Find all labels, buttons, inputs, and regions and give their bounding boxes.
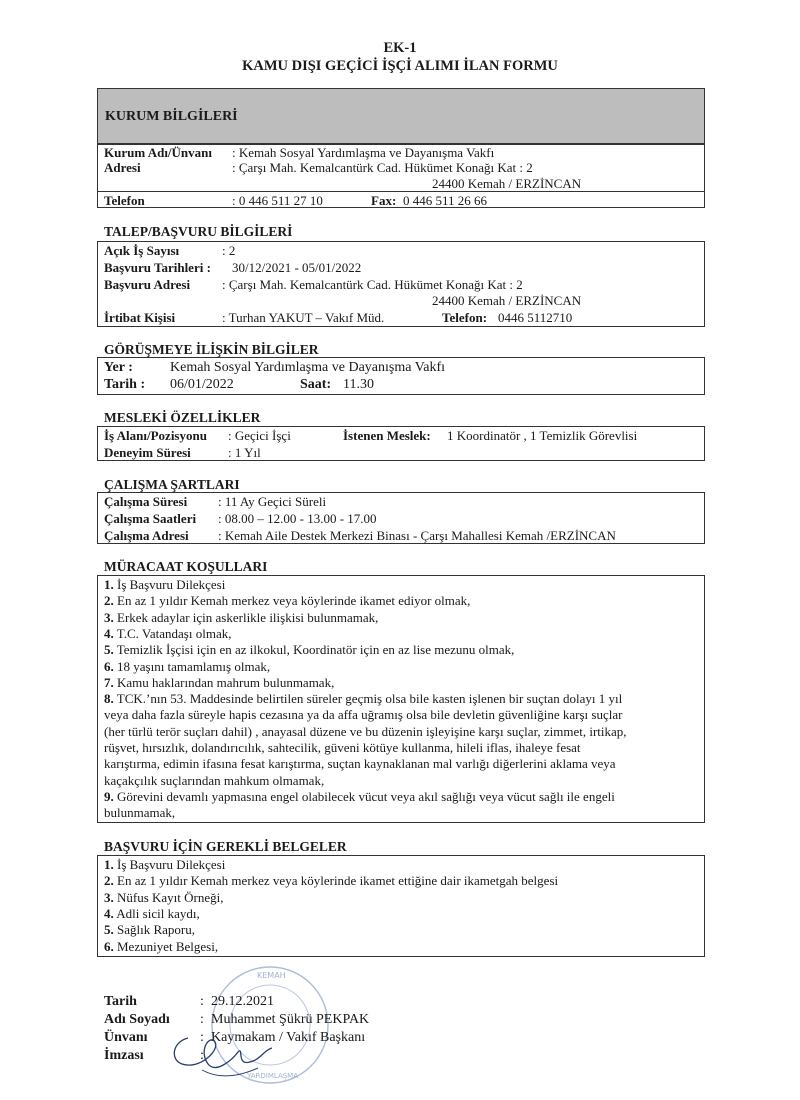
talep-irtibat-value: : Turhan YAKUT – Vakıf Müd. [222,310,385,325]
mesleki-istenen-label: İstenen Meslek: [343,428,431,443]
list-item [104,857,225,873]
list-item [104,724,627,740]
item-text: TCK.’nın 53. Maddesinde belirtilen süreler geçmiş olsa bile kasten işlenen bir suçtan dolayı 1 yıl [116,691,623,707]
calisma-heading: ÇALIŞMA ŞARTLARI [104,477,240,492]
item-number: 6. [104,658,114,674]
calisma-saat-value: : 08.00 – 12.00 - 13.00 - 17.00 [218,511,377,526]
imza-ad-label: Adı Soyadı [104,1012,170,1027]
list-item [104,906,200,922]
talep-telefon-label: Telefon: [442,310,488,325]
item-number: 5. [104,922,114,938]
gorusme-tarih-label: Tarih : [104,377,146,392]
item-number: 1. [104,857,114,872]
mesleki-alan-label: İş Alanı/Pozisyonu [104,428,207,443]
talep-irtibat-label: İrtibat Kişisi [104,310,176,325]
imza-tarih-label: Tarih [104,994,137,1009]
item-number: 7. [104,674,114,690]
item-number: 8. [104,691,114,707]
gorusme-yer-label: Yer : [104,360,133,375]
mesleki-heading: MESLEKİ ÖZELLİKLER [104,410,261,425]
kurum-heading: KURUM BİLGİLERİ [105,109,238,124]
item-text: rüşvet, hırsızlık, dolandırıcılık, sahtecilik, güveni kötüye kullanma, hileli iflas, ihaleye fesat [104,740,581,755]
talep-tarih-label: Başvuru Tarihleri : [104,260,211,275]
kurum-telefon-value: : 0 446 511 27 10 [232,193,323,208]
list-item [104,707,622,723]
handwritten-signature-icon [160,1020,290,1090]
item-number: 6. [104,938,114,954]
imza-unvan-label: Ünvanı [104,1030,148,1045]
item-text: bulunmamak, [104,805,176,821]
item-text: kaçakçılık suçlarından mahkum olmamak, [104,772,325,788]
kurum-fax-label: Fax: [371,193,397,208]
item-text: (her türlü terör suçları dahil) , anayasal düzene ve bu düzenin işleyişine karşı suçlar, zimmet, irtikap, [104,723,627,739]
imza-ad-value: Muhammet Şükrü PEKPAK [211,1012,370,1027]
item-text: Görevini devamlı yapmasına engel olabilecek vücut veya akıl sağlığı veya vücut sağlı ile engeli [117,788,615,804]
item-number: 5. [104,642,114,658]
item-number: 4. [104,905,114,921]
item-number: 4. [104,625,114,641]
imza-tarih-colon: : [200,994,204,1009]
talep-tarih-value: 30/12/2021 - 05/01/2022 [232,260,362,275]
list-item [104,789,615,805]
talep-acik-label: Açık İş Sayısı [104,243,180,258]
gorusme-tarih-value: 06/01/2022 [170,377,234,392]
list-item [104,805,175,821]
item-text: İş Başvuru Dilekçesi [117,577,226,592]
gorusme-saat-value: 11.30 [343,377,374,392]
kurum-divider [97,191,705,192]
item-number: 9. [104,788,114,804]
imza-unvan-value: Kaymakam / Vakıf Başkanı [211,1030,366,1045]
talep-adres-label: Başvuru Adresi [104,277,191,292]
gorusme-heading: GÖRÜŞMEYE İLİŞKİN BİLGİLER [104,342,319,357]
belgeler-heading: BAŞVURU İÇİN GEREKLİ BELGELER [104,839,347,854]
item-number: 3. [104,609,114,625]
svg-text:KEMAH: KEMAH [257,971,286,980]
kurum-adres-value2: 24400 Kemah / ERZİNCAN [432,176,582,191]
kurum-fax-value: 0 446 511 26 66 [403,193,488,208]
item-text: karıştırma, edimin ifasına fesat karıştırma, suçtan kaynaklanan mal varlığı diğerlerini aklama veya [104,756,616,772]
item-number: 1. [104,577,114,592]
item-text: veya daha fazla süreyle hapis cezasına ya da affa uğramış olsa bile devletin güvenliğine karşı suçlar [104,707,623,723]
calisma-adres-label: Çalışma Adresi [104,528,189,543]
item-text: En az 1 yıldır Kemah merkez veya köylerinde ikamet ettiğine dair ikametgah belgesi [117,873,559,889]
calisma-sure-value: : 11 Ay Geçici Süreli [218,494,327,509]
talep-adres-value1: : Çarşı Mah. Kemalcantürk Cad. Hükümet Konağı Kat : 2 [222,277,523,292]
kurum-telefon-label: Telefon [104,193,145,208]
list-item [104,577,225,593]
item-text: En az 1 yıldır Kemah merkez veya köylerinde ikamet ediyor olmak, [117,593,471,609]
calisma-adres-value: : Kemah Aile Destek Merkezi Binası - Çarşı Mahallesi Kemah /ERZİNCAN [218,528,616,543]
list-item [104,773,324,789]
imza-tarih-value: 29.12.2021 [211,994,274,1009]
list-item [104,873,558,889]
list-item [104,642,514,658]
item-number: 3. [104,889,114,905]
list-item [104,593,470,609]
item-text: İş Başvuru Dilekçesi [117,857,226,872]
list-item [104,610,378,626]
kurum-ad-value: : Kemah Sosyal Yardımlaşma ve Dayanışma Vakfı [232,145,495,160]
item-number: 2. [104,593,114,609]
item-text: Sağlık Raporu, [117,922,195,938]
talep-heading: TALEP/BAŞVURU BİLGİLERİ [104,224,293,239]
mesleki-istenen-value: 1 Koordinatör , 1 Temizlik Görevlisi [447,428,638,443]
imza-unvan-colon: : [200,1030,204,1045]
gorusme-saat-label: Saat: [300,377,332,392]
form-title: KAMU DIŞI GEÇİCİ İŞÇİ ALIMI İLAN FORMU [242,58,558,74]
imza-imza-label: İmzası [104,1048,144,1063]
item-text: Mezuniyet Belgesi, [117,938,219,954]
item-text: Temizlik İşçisi için en az ilkokul, Koordinatör için en az lise mezunu olmak, [116,642,515,658]
form-code: EK-1 [383,40,417,56]
kurum-adres-value1: : Çarşı Mah. Kemalcantürk Cad. Hükümet Konağı Kat : 2 [232,160,533,175]
imza-ad-colon: : [200,1012,204,1027]
list-item [104,675,334,691]
item-text: Nüfus Kayıt Örneği, [117,889,224,905]
mesleki-deneyim-label: Deneyim Süresi [104,445,191,460]
calisma-sure-label: Çalışma Süresi [104,494,188,509]
list-item [104,939,218,955]
talep-adres-value2: 24400 Kemah / ERZİNCAN [432,293,582,308]
item-text: Erkek adaylar için askerlikle ilişkisi bulunmamak, [117,609,379,625]
list-item [104,691,622,707]
list-item [104,922,195,938]
item-text: Kamu haklarından mahrum bulunmamak, [117,674,335,690]
muracaat-heading: MÜRACAAT KOŞULLARI [104,559,268,574]
talep-acik-value: : 2 [222,243,236,258]
list-item [104,626,231,642]
kurum-ad-label: Kurum Adı/Ünvanı [104,145,213,160]
list-item [104,756,616,772]
svg-text:YARDIMLAŞMA: YARDIMLAŞMA [247,1072,298,1080]
imza-imza-colon: : [200,1048,204,1063]
calisma-saat-label: Çalışma Saatleri [104,511,197,526]
list-item [104,740,581,756]
item-text: 18 yaşını tamamlamış olmak, [117,658,271,674]
kurum-adres-label: Adresi [104,160,141,175]
mesleki-alan-value: : Geçici İşçi [228,428,291,443]
list-item [104,890,224,906]
mesleki-deneyim-value: : 1 Yıl [228,445,261,460]
item-text: Adli sicil kaydı, [116,905,200,921]
talep-telefon-value: 0446 5112710 [498,310,573,325]
list-item [104,659,270,675]
item-number: 2. [104,873,114,889]
item-text: T.C. Vatandaşı olmak, [116,625,232,641]
gorusme-yer-value: Kemah Sosyal Yardımlaşma ve Dayanışma Vakfı [170,360,446,375]
